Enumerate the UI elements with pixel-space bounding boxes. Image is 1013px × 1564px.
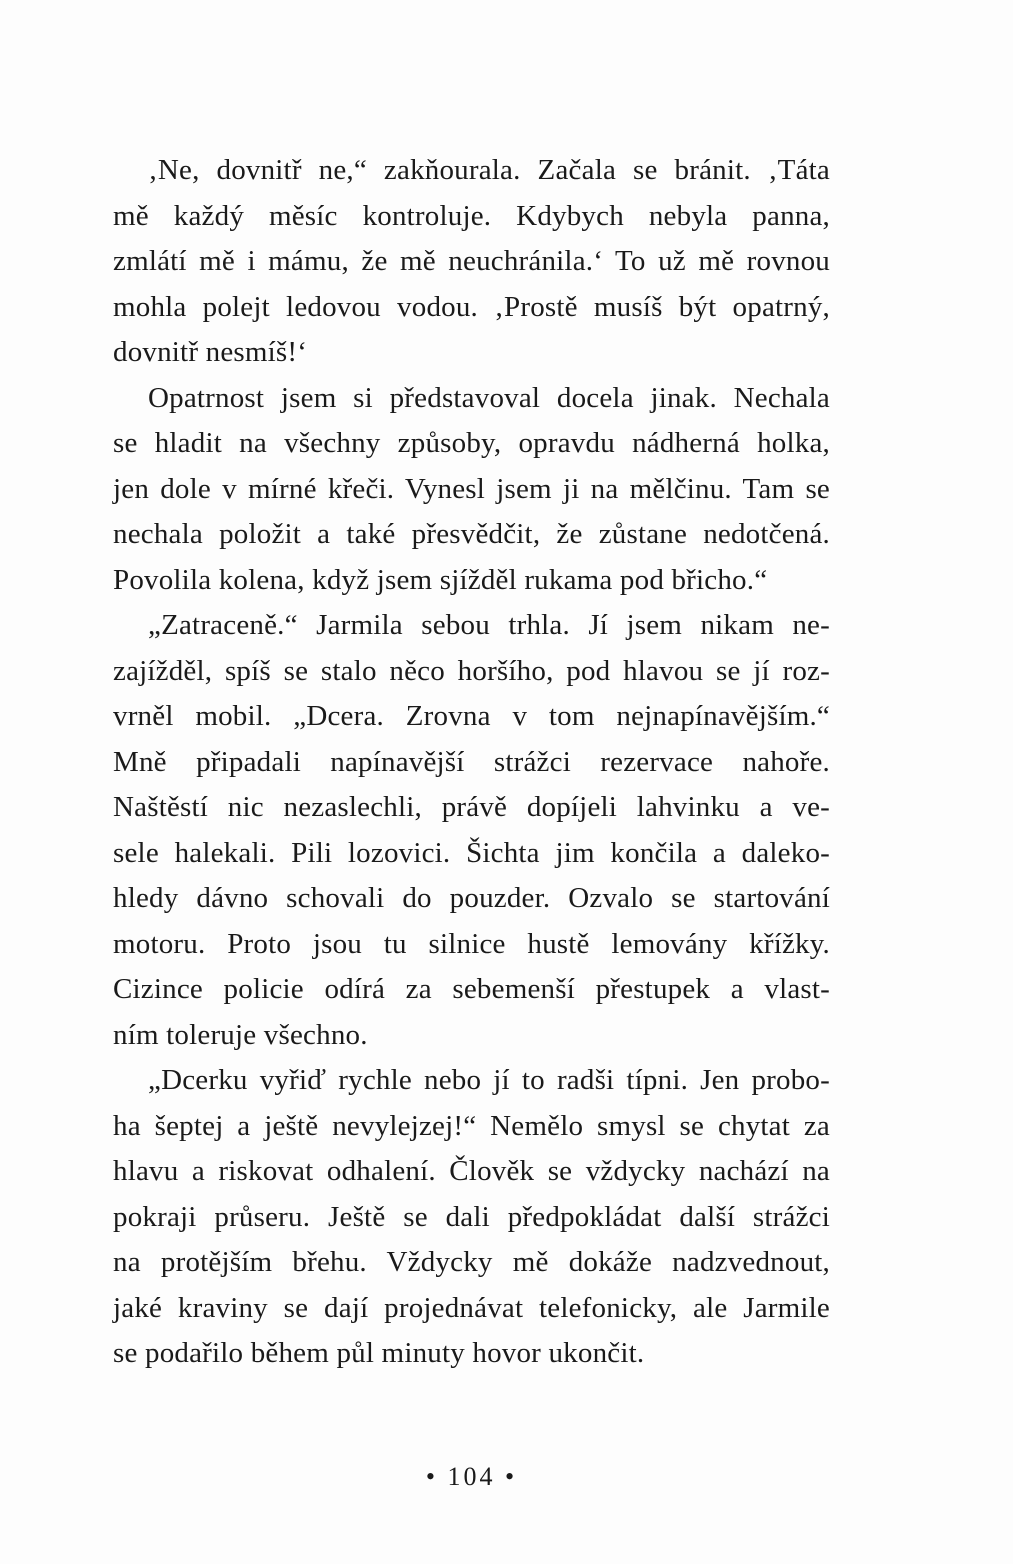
text-line: ním toleruje všechno. (113, 1018, 368, 1051)
text-line: Naštěstí nic nezaslechli, právě dopíjeli lahvinku a ve- (113, 791, 830, 823)
text-line: ha šeptej a ještě nevylejzej!“ Nemělo smysl se chytat za (113, 1109, 830, 1142)
text-line: jen dole v mírné křeči. Vynesl jsem ji na mělčinu. Tam se (113, 472, 830, 505)
paragraph (113, 376, 830, 604)
text-line: mohla polejt ledovou vodou. ‚Prostě musíš být opatrný, (113, 290, 830, 323)
text-line: zmlátí mě i mámu, že mě neuchránila.‘ To už mě rovnou (113, 245, 830, 277)
text-line: motoru. Proto jsou tu silnice hustě lemovány křížky. (113, 927, 830, 960)
text-line: Cizince policie odírá za sebemenší přestupek a vlast- (113, 973, 830, 1005)
text-line: jaké kraviny se dají projednávat telefonicky, ale Jarmile (113, 1291, 830, 1324)
text-line: mě každý měsíc kontroluje. Kdybych nebyla panna, (113, 199, 830, 232)
page-number: • 104 • (425, 1462, 518, 1491)
text-line: vrněl mobil. „Dcera. Zrovna v tom nejnapínavějším.“ (113, 700, 830, 732)
text-line: na protějším břehu. Vždycky mě dokáže nadzvednout, (113, 1246, 830, 1278)
text-line: se podařilo během půl minuty hovor ukončit. (113, 1337, 645, 1369)
text-line: nechala položit a také přesvědčit, že zůstane nedotčená. (113, 518, 830, 550)
text-line: pokraji průseru. Ještě se dali předpokládat další strážci (113, 1200, 830, 1233)
text-line: „Zatraceně.“ Jarmila sebou trhla. Jí jsem nikam ne- (148, 609, 830, 641)
text-line: Opatrnost jsem si představoval docela jinak. Nechala (148, 381, 830, 414)
text-line: se hladit na všechny způsoby, opravdu nádherná holka, (113, 427, 830, 459)
paragraph (113, 603, 830, 1058)
text-line: Povolila kolena, když jsem sjížděl rukama pod břicho.“ (113, 563, 768, 596)
paragraph (113, 148, 830, 376)
text-line: hlavu a riskovat odhalení. Člověk se vždycky nachází na (113, 1155, 830, 1187)
text-line: sele halekali. Pili lozovici. Šichta jim končila a daleko- (113, 836, 830, 869)
paragraph (113, 1058, 830, 1377)
text-line: „Dcerku vyřiď rychle nebo jí to radši típni. Jen probo- (148, 1064, 830, 1096)
text-line: hledy dávno schovali do pouzder. Ozvalo se startování (113, 882, 830, 914)
text-line: Mně připadali napínavější strážci rezervace nahoře. (113, 745, 830, 778)
text-line: dovnitř nesmíš!‘ (113, 336, 308, 368)
page-text-block (113, 148, 830, 1377)
text-line: zajížděl, spíš se stalo něco horšího, pod hlavou se jí roz- (113, 654, 830, 687)
text-line: ‚Ne, dovnitř ne,“ zakňourala. Začala se bránit. ‚Táta (148, 154, 830, 186)
